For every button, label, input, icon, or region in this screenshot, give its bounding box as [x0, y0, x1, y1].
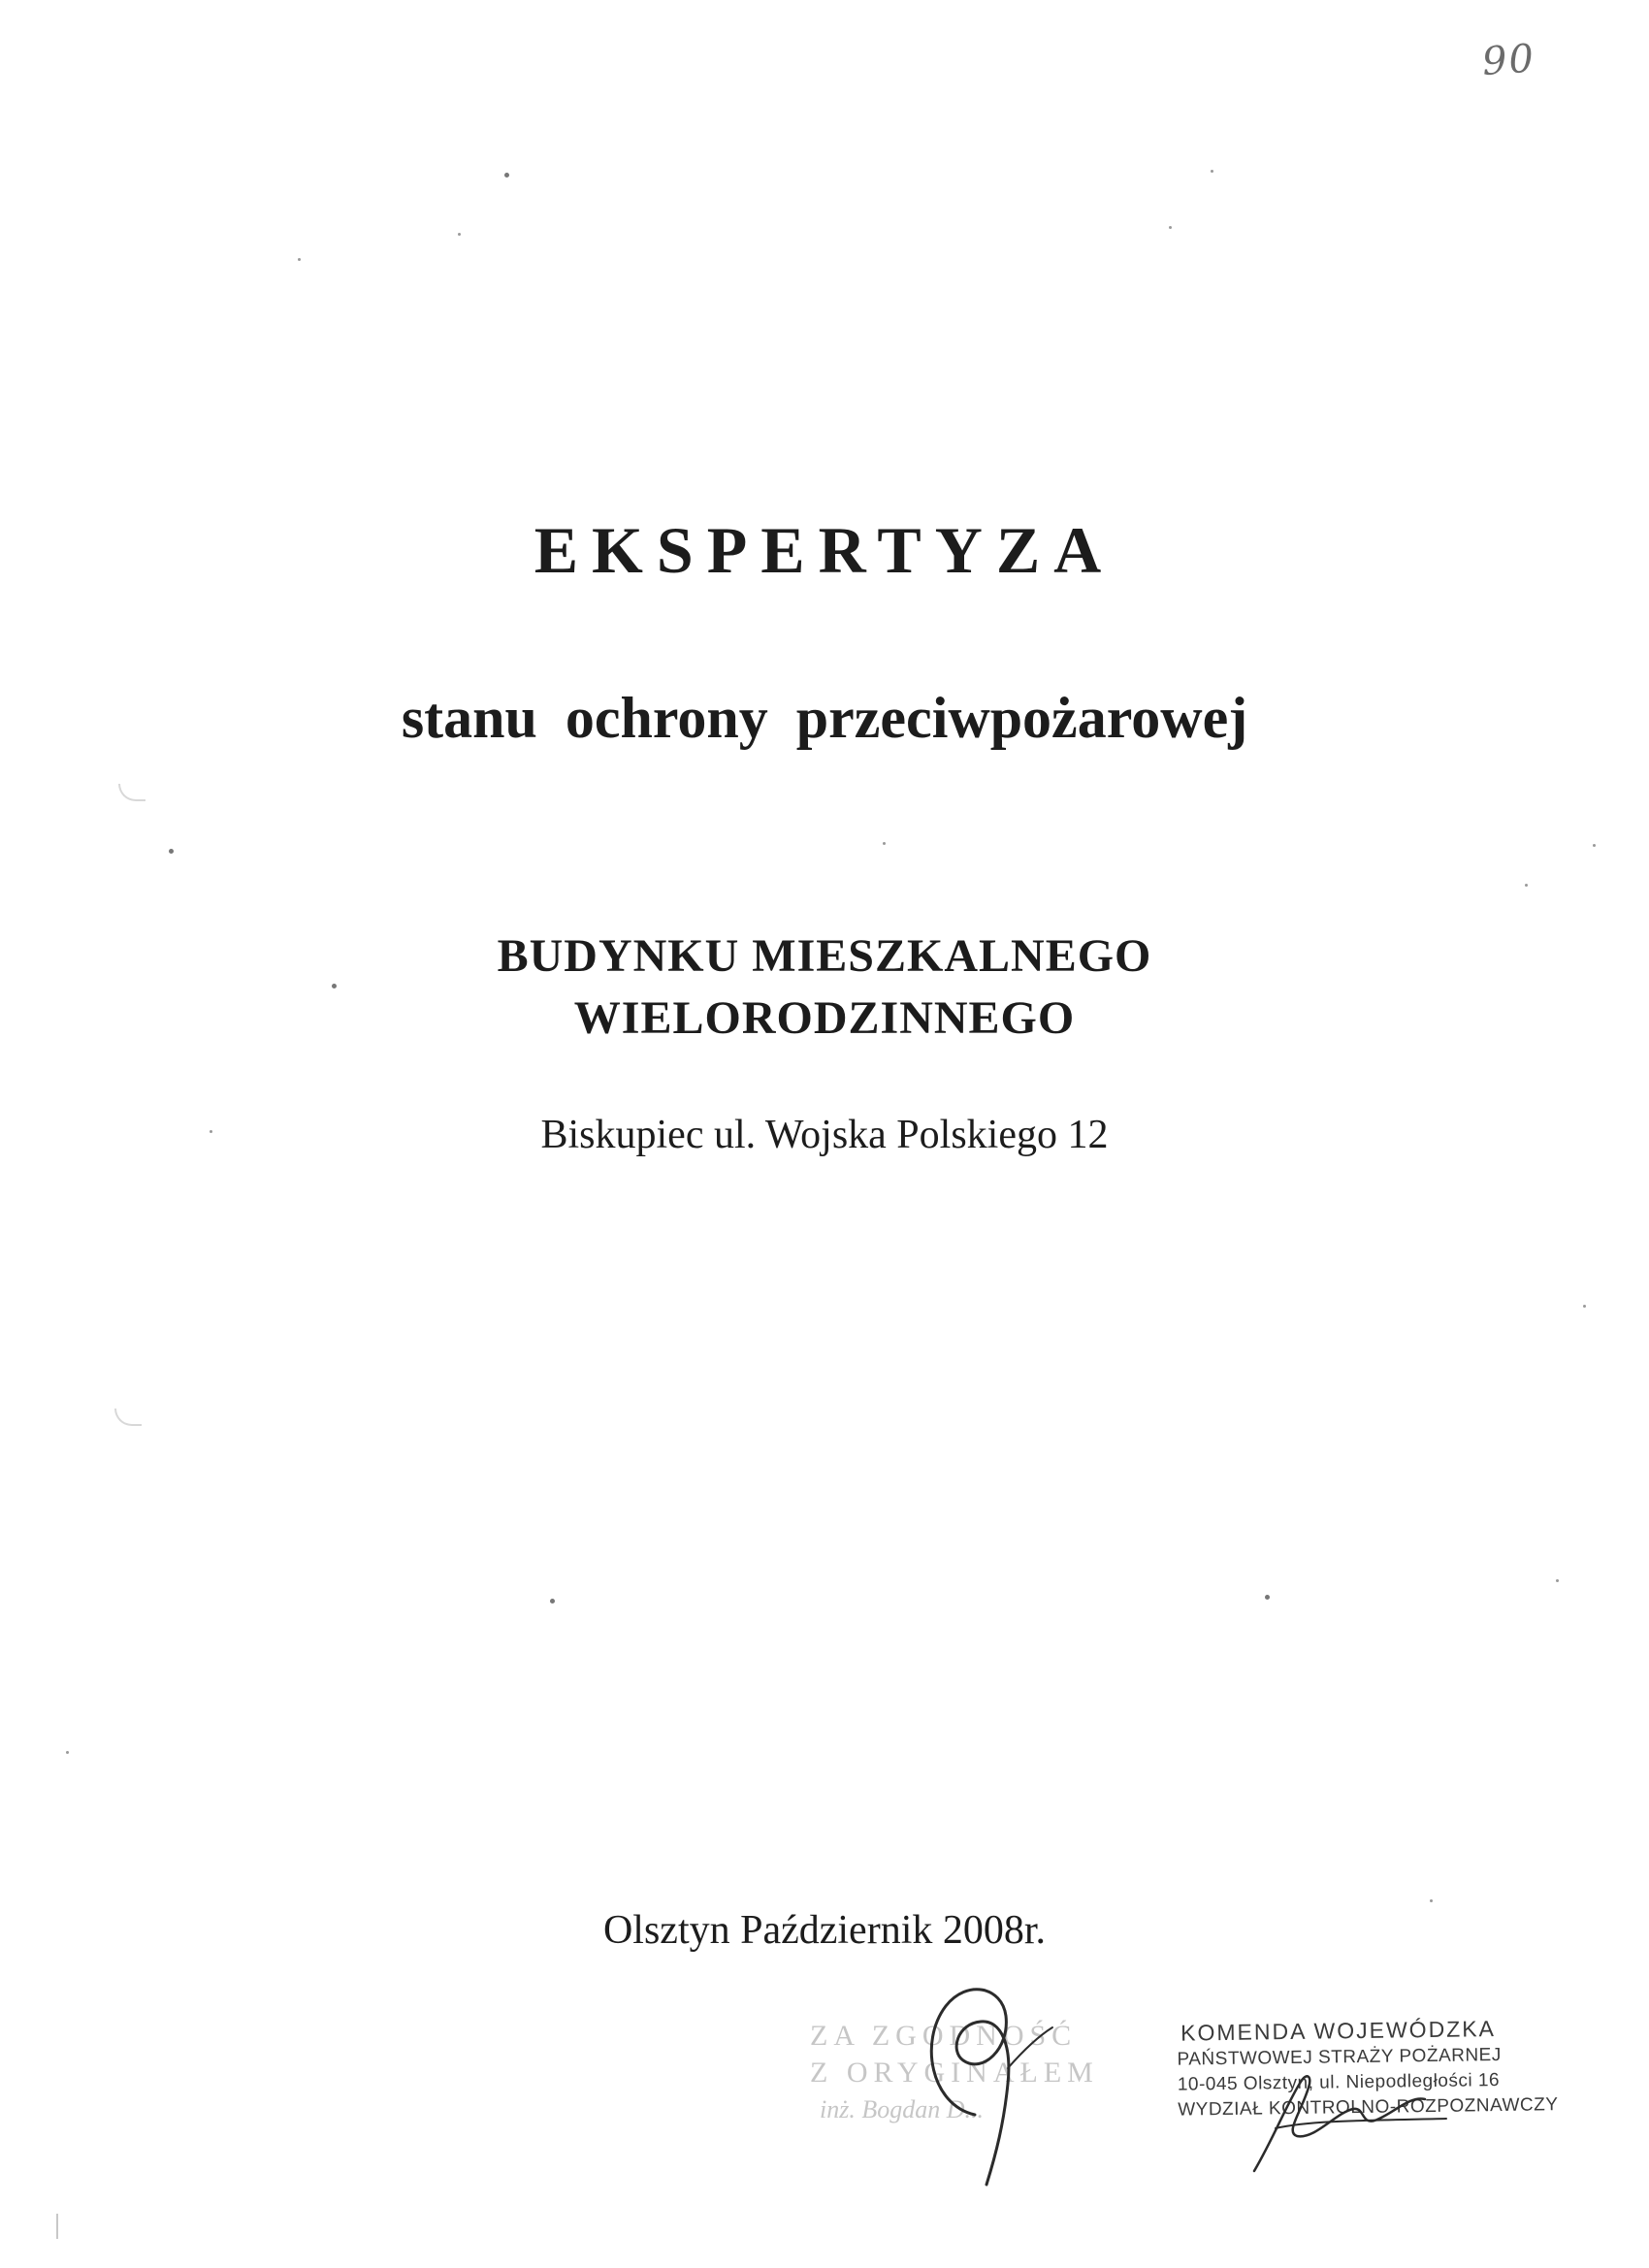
- scan-speck: [1430, 1899, 1433, 1902]
- certification-stamp-line-1: ZA ZGODNOŚĆ: [810, 2020, 1078, 2052]
- scan-speck: [1593, 844, 1596, 847]
- scan-speck: [298, 258, 301, 261]
- scan-edge-mark: [118, 784, 146, 801]
- scan-speck: [458, 233, 461, 236]
- fire-service-stamp-line-3: 10-045 Olsztyn, ul. Niepodległości 16: [1177, 2070, 1501, 2095]
- scan-speck: [1211, 170, 1213, 173]
- fire-service-stamp-line-4: WYDZIAŁ KONTROLNO-ROZPOZNAWCZY: [1178, 2094, 1559, 2121]
- certification-stamp-line-2: Z ORYGINAŁEM: [810, 2057, 1099, 2089]
- scan-speck: [1265, 1595, 1270, 1600]
- fire-service-stamp-line-2: PAŃSTWOWEJ STRAŻY POŻARNEJ: [1177, 2044, 1502, 2070]
- scan-speck: [550, 1599, 555, 1604]
- fire-service-stamp-line-1: KOMENDA WOJEWÓDZKA: [1180, 2016, 1497, 2046]
- scan-speck: [66, 1751, 69, 1754]
- place-and-date: Olsztyn Październik 2008r.: [602, 1908, 1047, 1953]
- scan-speck: [169, 849, 174, 854]
- scan-speck: [883, 842, 886, 845]
- scan-speck: [210, 1130, 212, 1133]
- document-subtitle: stanu ochrony przeciwpożarowej: [401, 686, 1248, 750]
- handwritten-signature-right: [1217, 2057, 1470, 2183]
- scan-speck: [332, 984, 337, 988]
- scan-speck: [1169, 226, 1172, 229]
- building-address: Biskupiec ul. Wojska Polskiego 12: [540, 1113, 1109, 1157]
- scan-speck: [1556, 1579, 1559, 1582]
- handwritten-signature-left: [907, 1960, 1072, 2192]
- scan-margin-mark: [56, 2214, 58, 2239]
- certification-stamp-line-3: inż. Bogdan D...: [820, 2095, 984, 2123]
- scan-speck: [1583, 1305, 1586, 1308]
- handwritten-page-number: 90: [1480, 36, 1537, 85]
- building-type-line-2: WIELORODZINNEGO: [573, 992, 1076, 1044]
- scan-speck: [504, 173, 509, 178]
- document-title: EKSPERTYZA: [534, 513, 1116, 587]
- scan-speck: [1525, 884, 1528, 887]
- building-type-line-1: BUDYNKU MIESZKALNEGO: [497, 930, 1152, 982]
- scan-edge-mark: [114, 1409, 142, 1426]
